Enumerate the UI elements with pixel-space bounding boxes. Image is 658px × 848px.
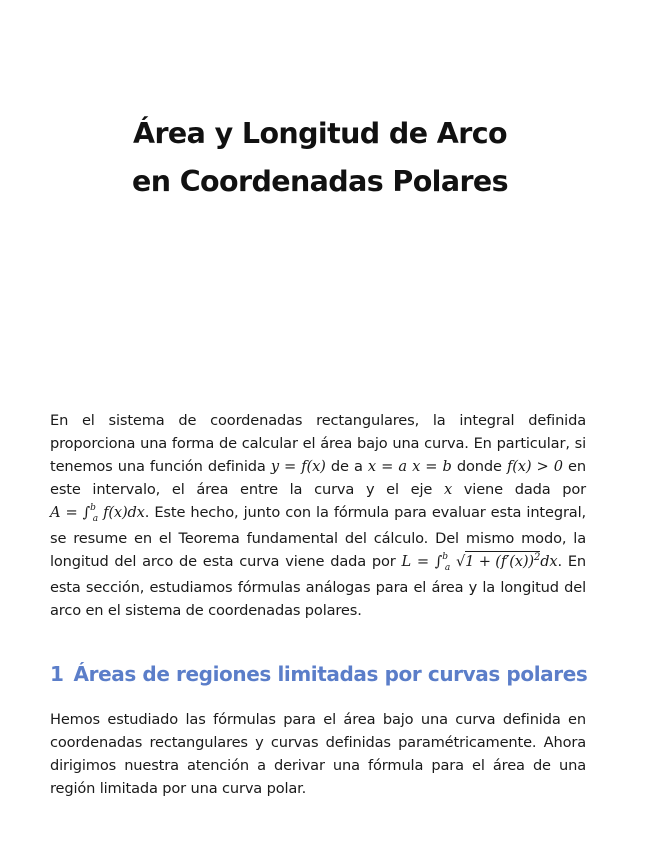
math-x-equals-b: x = b <box>412 458 452 475</box>
section-number: 1 <box>50 662 64 686</box>
section-title: Áreas de regiones limitadas por curvas polares <box>73 662 588 686</box>
math-area-integral <box>50 503 145 524</box>
section-body-paragraph: Hemos estudiado las fórmulas para el área bajo una curva definida en coordenadas rectangulares y curvas definidas paramétricamente. Ahora dirigimos nuestra atención a derivar una fórmula para el área de una región limitada por una curva polar. <box>50 711 586 797</box>
radicand-text: 1 + (f′(x)) <box>465 553 534 570</box>
area-upper-limit: b <box>90 503 96 513</box>
radicand-exponent: 2 <box>533 552 541 563</box>
intro-text-5: en este intervalo, el área entre la curva y el eje <box>50 458 586 498</box>
math-fx-positive: f(x) > 0 <box>506 458 563 475</box>
intro-paragraph <box>50 409 586 622</box>
intro-text-7: . Este hecho, junto con la fórmula para evaluar esta integral, se resume en el Teorema fundamental del cálculo. Del mismo modo, la longitud del arco de esta curva viene dada por <box>50 504 586 570</box>
math-arc-length-integral <box>401 552 558 573</box>
math-x-equals-a: x = a <box>367 458 407 475</box>
area-integral-lhs: A = ∫ <box>50 504 91 521</box>
sqrt-expression <box>456 550 540 575</box>
math-x-axis: x <box>443 481 453 498</box>
area-integrand: f(x)dx <box>97 504 145 521</box>
arc-integral-lhs: L = ∫ <box>401 553 443 570</box>
sqrt-radicand <box>465 551 540 570</box>
sqrt-radical-icon: √ <box>455 553 466 570</box>
math-y-equals-fx: y = f(x) <box>270 458 326 475</box>
intro-text-1: En el sistema de coordenadas rectangulares, la integral definida proporciona una forma de calcular el área bajo una curva. En particular, si tenemos una función definida <box>50 412 586 475</box>
arc-upper-limit: b <box>442 552 448 562</box>
intro-text-6: viene dada por <box>452 481 587 498</box>
title-line-1: Área y Longitud de Arco <box>133 117 507 150</box>
intro-text-2: de a <box>325 458 368 475</box>
arc-lower-limit: a <box>444 563 451 573</box>
area-lower-limit: a <box>92 514 98 524</box>
title-line-2: en Coordenadas Polares <box>131 165 509 198</box>
section-heading <box>50 662 610 686</box>
document-title <box>0 110 640 206</box>
intro-text-4: donde <box>451 458 507 475</box>
intro-text-8: . En esta sección, estudiamos fórmulas análogas para el área y la longitud del arco en el sistema de coordenadas polares. <box>50 553 586 619</box>
arc-differential: dx <box>540 553 558 570</box>
